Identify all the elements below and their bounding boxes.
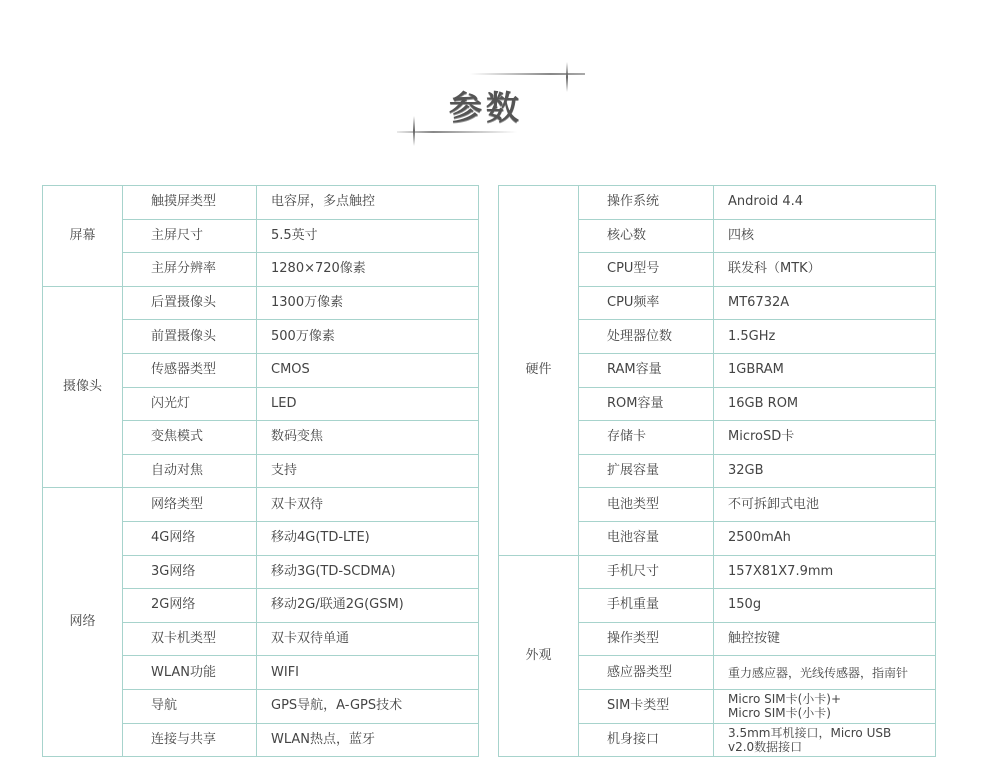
spec-label: CPU频率 [579,286,714,320]
group-label: 硬件 [499,186,579,556]
spec-label: 扩展容量 [579,454,714,488]
spec-label: 闪光灯 [123,387,257,421]
spec-label: 手机尺寸 [579,555,714,589]
spec-value: MT6732A [714,286,936,320]
spec-label: 连接与共享 [123,723,257,757]
table-row [499,555,936,589]
decorative-line [397,131,517,133]
spec-label: 导航 [123,689,257,723]
spec-value: Android 4.4 [714,186,936,220]
spec-value: WIFI [257,656,479,690]
spec-label: RAM容量 [579,353,714,387]
spec-label: 电池类型 [579,488,714,522]
spec-label: 核心数 [579,219,714,253]
spec-label: 后置摄像头 [123,286,257,320]
spec-value: 157X81X7.9mm [714,555,936,589]
spec-value: 1.5GHz [714,320,936,354]
spec-value: 32GB [714,454,936,488]
spec-label: 4G网络 [123,521,257,555]
table-row [43,286,479,320]
spec-label: 主屏分辨率 [123,253,257,287]
spec-value-line: Micro SIM卡(小卡)+ [728,692,842,707]
sparkle-decoration [413,116,415,146]
group-label: 外观 [499,555,579,757]
spec-value: CMOS [257,353,479,387]
spec-value: 双卡双待单通 [257,622,479,656]
spec-value: 触控按键 [714,622,936,656]
spec-label: 变焦模式 [123,421,257,455]
table-row [43,186,479,220]
spec-label: WLAN功能 [123,656,257,690]
spec-value: 移动4G(TD-LTE) [257,521,479,555]
spec-value: 5.5英寸 [257,219,479,253]
spec-label: 处理器位数 [579,320,714,354]
spec-value-line: Micro SIM卡(小卡) [728,706,831,721]
spec-value: 联发科（MTK） [714,253,936,287]
spec-label: 网络类型 [123,488,257,522]
spec-value: 移动3G(TD-SCDMA) [257,555,479,589]
spec-value: 1280×720像素 [257,253,479,287]
spec-value: 1300万像素 [257,286,479,320]
spec-label: ROM容量 [579,387,714,421]
sparkle-decoration [566,62,568,92]
spec-label: 机身接口 [579,723,714,757]
title-area [0,0,990,160]
spec-label: 感应器类型 [579,656,714,690]
spec-label: SIM卡类型 [579,689,714,723]
spec-label: 电池容量 [579,521,714,555]
spec-label: 前置摄像头 [123,320,257,354]
group-label: 网络 [43,488,123,757]
spec-value: LED [257,387,479,421]
spec-value: GPS导航，A-GPS技术 [257,689,479,723]
spec-table-left [42,185,479,757]
spec-label: CPU型号 [579,253,714,287]
spec-value: 重力感应器，光线传感器，指南针 [714,656,936,690]
group-label: 屏幕 [43,186,123,287]
spec-label: 2G网络 [123,589,257,623]
spec-value: 电容屏，多点触控 [257,186,479,220]
spec-value: 16GB ROM [714,387,936,421]
spec-label: 传感器类型 [123,353,257,387]
spec-value-line: 3.5mm耳机接口，Micro USB [728,725,892,740]
page-title: 参数 [449,88,523,127]
spec-value-line: v2.0数据接口 [728,739,803,754]
spec-value: 不可拆卸式电池 [714,488,936,522]
spec-value: 支持 [257,454,479,488]
spec-value: 1GBRAM [714,353,936,387]
spec-label: 3G网络 [123,555,257,589]
spec-label: 自动对焦 [123,454,257,488]
spec-value: 移动2G/联通2G(GSM) [257,589,479,623]
spec-value: 2500mAh [714,521,936,555]
spec-label: 双卡机类型 [123,622,257,656]
spec-label: 触摸屏类型 [123,186,257,220]
spec-value: 四核 [714,219,936,253]
spec-value: 150g [714,589,936,623]
table-row [43,488,479,522]
spec-value-multiline [714,689,936,723]
spec-label: 手机重量 [579,589,714,623]
spec-value: WLAN热点，蓝牙 [257,723,479,757]
spec-value: 数码变焦 [257,421,479,455]
spec-value-multiline [714,723,936,757]
spec-value: MicroSD卡 [714,421,936,455]
spec-label: 主屏尺寸 [123,219,257,253]
table-row [499,186,936,220]
group-label: 摄像头 [43,286,123,488]
spec-table-right [498,185,936,757]
spec-value: 双卡双待 [257,488,479,522]
spec-value: 500万像素 [257,320,479,354]
spec-label: 存储卡 [579,421,714,455]
spec-label: 操作类型 [579,622,714,656]
spec-label: 操作系统 [579,186,714,220]
